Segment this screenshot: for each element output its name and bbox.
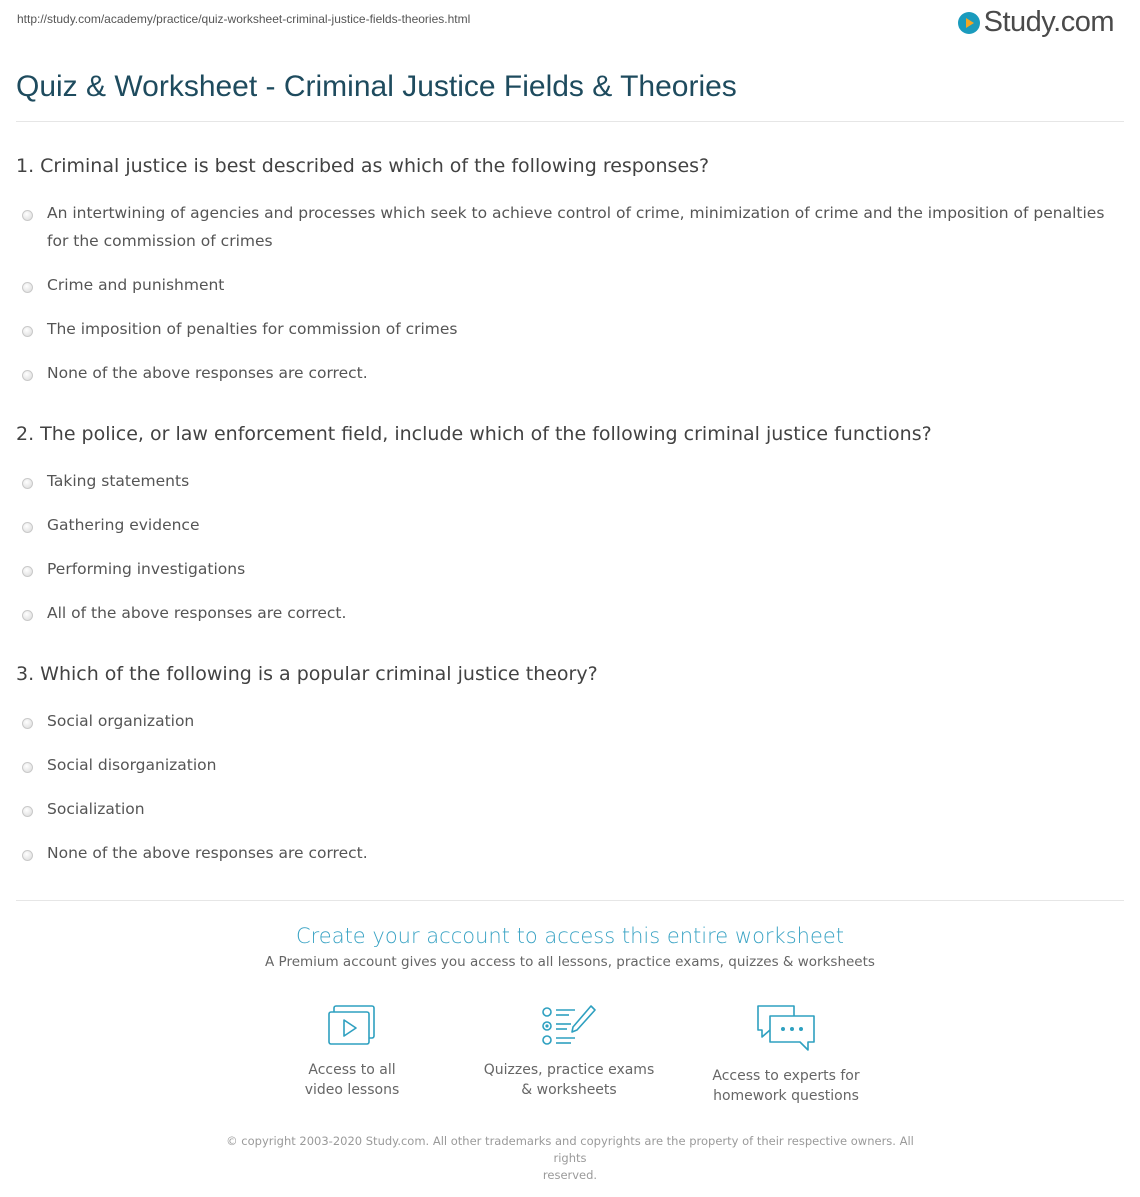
radio-button[interactable]	[22, 718, 33, 729]
radio-button[interactable]	[22, 326, 33, 337]
q3-option-3[interactable]	[22, 801, 1122, 823]
cta-subtitle: A Premium account gives you access to all lessons, practice exams, quizzes & worksheets	[265, 954, 875, 970]
feature-video-lessons	[242, 1004, 462, 1100]
feature-line-2: homework questions	[713, 1088, 859, 1104]
feature-line-1: Access to all	[308, 1062, 396, 1078]
radio-button[interactable]	[22, 282, 33, 293]
page-title: Quiz & Worksheet - Criminal Justice Fields & Theories	[16, 70, 737, 103]
question-2: 2. The police, or law enforcement field, include which of the following criminal justice functions?	[16, 423, 932, 445]
create-account-link[interactable]: Create your account to access this entire worksheet	[295, 924, 845, 948]
logo-text: Study.com	[983, 6, 1114, 38]
radio-button[interactable]	[22, 478, 33, 489]
feature-experts	[676, 1004, 896, 1106]
radio-button[interactable]	[22, 806, 33, 817]
q2-option-4[interactable]	[22, 605, 1122, 627]
option-label: Social organization	[47, 712, 195, 730]
video-lessons-icon	[326, 1004, 378, 1048]
option-label: Taking statements	[47, 472, 190, 490]
q3-option-1[interactable]	[22, 713, 1122, 735]
option-label: Gathering evidence	[47, 516, 200, 534]
copyright-notice	[210, 1133, 930, 1184]
feature-line-2: & worksheets	[521, 1082, 617, 1098]
option-label: An intertwining of agencies and processes which seek to achieve control of crime, minimization of crime and the imposition of penalties for the commission of crimes	[47, 204, 1105, 250]
feature-line-1: Access to experts for	[712, 1068, 860, 1084]
option-label: All of the above responses are correct.	[47, 604, 347, 622]
question-1: 1. Criminal justice is best described as which of the following responses?	[16, 155, 710, 177]
radio-button[interactable]	[22, 610, 33, 621]
q1-option-4[interactable]	[22, 365, 1122, 387]
radio-button[interactable]	[22, 566, 33, 577]
feature-quizzes	[459, 1004, 679, 1100]
q1-option-1[interactable]	[22, 205, 1122, 255]
q1-option-2[interactable]	[22, 277, 1122, 299]
copyright-line-2: reserved.	[542, 1168, 598, 1182]
option-label: Crime and punishment	[47, 276, 225, 294]
q2-option-3[interactable]	[22, 561, 1122, 583]
radio-button[interactable]	[22, 370, 33, 381]
option-label: Social disorganization	[47, 756, 217, 774]
cta-divider	[16, 900, 1124, 901]
option-label: The imposition of penalties for commission of crimes	[47, 320, 458, 338]
radio-button[interactable]	[22, 762, 33, 773]
feature-line-2: video lessons	[304, 1082, 400, 1098]
chat-bubbles-icon	[754, 1004, 818, 1054]
q2-option-2[interactable]	[22, 517, 1122, 539]
option-label: Socialization	[47, 800, 145, 818]
play-logo-icon	[958, 12, 980, 34]
study-logo[interactable]	[958, 6, 1114, 39]
q1-option-3[interactable]	[22, 321, 1122, 343]
copyright-line-1: © copyright 2003-2020 Study.com. All other trademarks and copyrights are the property of their respective owners. All rights	[226, 1134, 914, 1165]
option-label: None of the above responses are correct.	[47, 364, 368, 382]
quiz-list-icon	[541, 1004, 597, 1048]
radio-button[interactable]	[22, 210, 33, 221]
feature-line-1: Quizzes, practice exams	[483, 1062, 655, 1078]
page-url: http://study.com/academy/practice/quiz-worksheet-criminal-justice-fields-theories.html	[17, 12, 471, 26]
radio-button[interactable]	[22, 850, 33, 861]
option-label: Performing investigations	[47, 560, 246, 578]
title-divider	[16, 121, 1124, 122]
radio-button[interactable]	[22, 522, 33, 533]
q3-option-4[interactable]	[22, 845, 1122, 867]
q2-option-1[interactable]	[22, 473, 1122, 495]
option-label: None of the above responses are correct.	[47, 844, 368, 862]
q3-option-2[interactable]	[22, 757, 1122, 779]
question-3: 3. Which of the following is a popular criminal justice theory?	[16, 663, 598, 685]
